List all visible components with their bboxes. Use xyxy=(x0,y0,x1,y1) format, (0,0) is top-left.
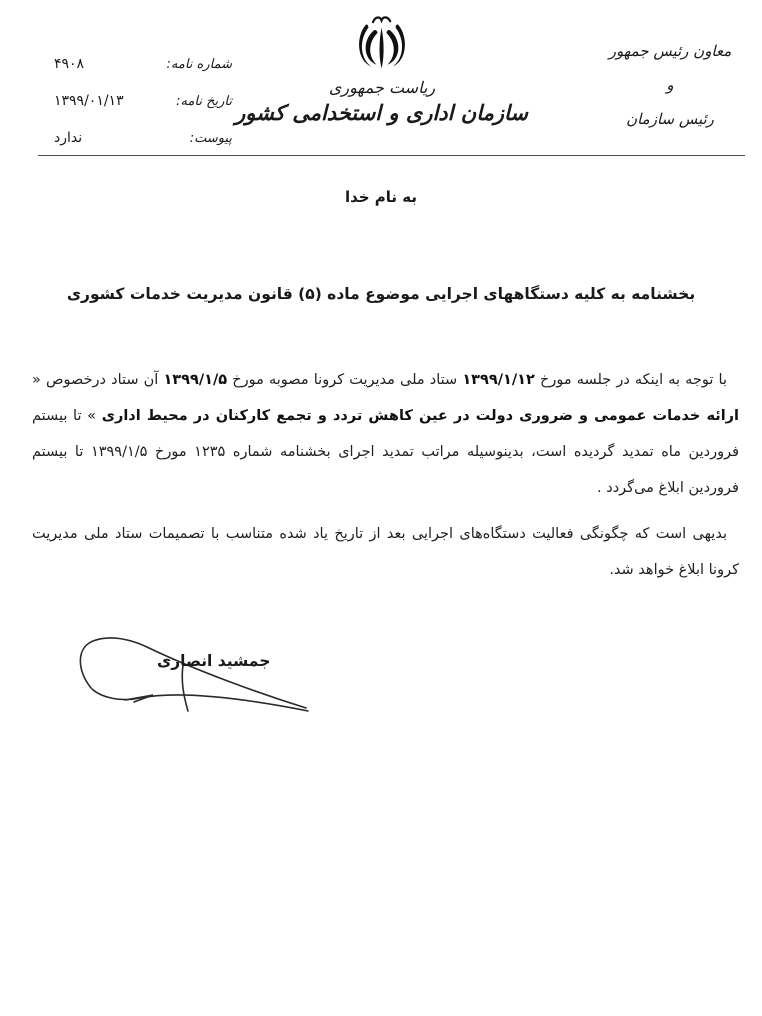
signatory-role-line-1: معاون رئیس جمهور xyxy=(608,42,732,60)
bismillah-text: به نام خدا xyxy=(344,188,418,206)
body-text-segment: » تا بیستم فروردین ماه تمدید گردیده است، بدینوسیله مراتب تمدید اجرای بخشنامه شماره ۱۲۳۵ مورخ ۱۳۹۹/۱/۵ تا بیستم فروردین ابلاغ می‌گردد . xyxy=(32,408,740,496)
signatory-role-line-3: رئیس سازمان xyxy=(626,110,714,128)
letter-number-value: ۴۹۰۸ xyxy=(54,56,85,72)
letter-date-row xyxy=(36,93,232,130)
signature-block xyxy=(55,618,317,726)
letter-date-label: تاریخ نامه: xyxy=(176,94,232,109)
body-paragraph-1 xyxy=(32,362,739,506)
letter-number-row xyxy=(36,56,232,93)
iran-national-emblem-icon xyxy=(353,14,411,72)
signatory-role-block xyxy=(586,34,754,136)
letter-body xyxy=(32,362,739,598)
attachment-label: پیوست: xyxy=(189,131,232,146)
body-date-segment: ۱۳۹۹/۱/۱۲ xyxy=(462,372,535,388)
body-text-segment: آن ستاد درخصوص « xyxy=(32,372,164,388)
letterhead-organization-name: سازمان اداری و استخدامی کشور xyxy=(235,101,528,125)
attachment-row xyxy=(36,130,232,167)
letter-meta-block xyxy=(36,56,232,167)
letter-number-label: شماره نامه: xyxy=(166,57,232,72)
letter-date-value: ۱۳۹۹/۰۱/۱۳ xyxy=(54,93,124,109)
body-date-segment: ۱۳۹۹/۱/۵ xyxy=(163,372,228,388)
signatory-role-line-2: و xyxy=(666,76,674,94)
letterhead-center xyxy=(236,14,528,125)
attachment-value: ندارد xyxy=(54,130,83,146)
signatory-name: جمشید انصاری xyxy=(157,652,271,670)
body-paragraph-2: بدیهی است که چگونگی فعالیت دستگاه‌های اجرایی بعد از تاریخ یاد شده متناسب با تصمیمات ستاد ملی مدیریت کرونا ابلاغ خواهد شد. xyxy=(32,526,739,578)
header-divider xyxy=(38,155,745,156)
circular-subject-title: بخشنامه به کلیه دستگاههای اجرایی موضوع ماده (۵) قانون مدیریت خدمات کشوری xyxy=(66,285,696,303)
letterhead-presidency-line: ریاست جمهوری xyxy=(328,78,436,97)
body-quoted-segment: ارائه خدمات عمومی و ضروری دولت در عین کاهش تردد و تجمع کارکنان در محیط اداری xyxy=(101,408,739,424)
body-text-segment: ستاد ملی مدیریت کرونا مصوبه مورخ xyxy=(227,372,463,388)
signature-stroke xyxy=(55,618,317,726)
body-text-segment: با توجه به اینکه در جلسه مورخ xyxy=(534,372,727,388)
